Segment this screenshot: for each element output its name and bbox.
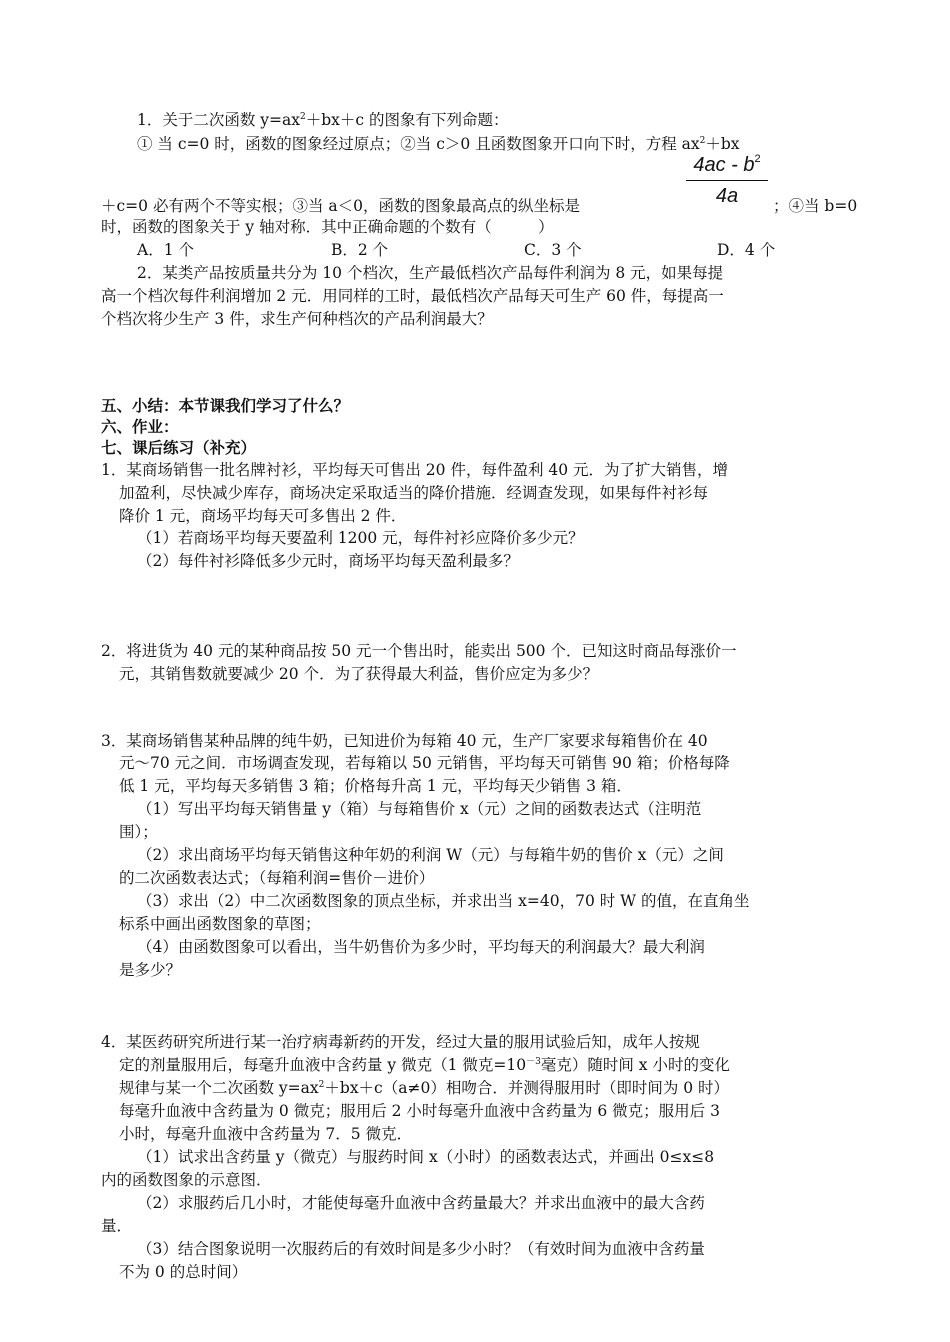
q1-option-c: C．3 个 xyxy=(524,241,582,259)
p4-line: 每毫升血液中含药量为 0 微克；服用后 2 小时每毫升血液中含药量为 6 微克；服用后 3 xyxy=(119,1102,720,1120)
p4-subquestion: 量． xyxy=(101,1217,133,1235)
p4-line: 定的剂量服用后，每毫升血液中含药量 y 微克（1 微克$=10^{-3}$毫克）随时间 x 小时的变化 xyxy=(119,1056,730,1074)
p3-line: 低 1 元，平均每天多销售 3 箱；价格每升高 1 元，平均每天少销售 3 箱． xyxy=(119,777,632,795)
q1-option-a: A．1 个 xyxy=(137,241,194,259)
heading-practice: 七、课后练习（补充） xyxy=(101,438,257,457)
fraction-bar xyxy=(686,180,768,181)
p2-line: 2．将进货为 40 元的某种商品按 50 元一个售出时，能卖出 500 个．已知这时商品每涨价一 xyxy=(101,642,737,660)
p4-subquestion: （3）结合图象说明一次服药后的有效时间是多少小时？（有效时间为血液中含药量 xyxy=(137,1240,705,1258)
q1-statement-line: ＋c=0 必有两个不等实根；③当 a＜0，函数的图象最高点的纵坐标是 xyxy=(101,197,580,215)
q1-statement-line: 时，函数的图象关于 y 轴对称．其中正确命题的个数有（ ） xyxy=(101,218,554,236)
p4-line: 小时，每毫升血液中含药量为 7．5 微克． xyxy=(119,1125,413,1143)
p4-subquestion: 不为 0 的总时间） xyxy=(119,1263,248,1281)
q2-line: 2．某类产品按质量共分为 10 个档次，生产最低档次产品每件利润为 8 元，如果每提 xyxy=(137,264,724,282)
p1-subquestion: （1）若商场平均每天要盈利 1200 元，每件衬衫应降价多少元？ xyxy=(137,529,584,547)
p1-subquestion: （2）每件衬衫降低多少元时，商场平均每天盈利最多？ xyxy=(137,552,519,570)
p3-subquestion: 的二次函数表达式；（每箱利润=售价－进价） xyxy=(119,869,435,887)
q1-option-b: B．2 个 xyxy=(331,241,389,259)
q1-stem: 1．关于二次函数 $y=ax^2+bx+c$ 的图象有下列命题： xyxy=(137,111,509,129)
p3-subquestion: （2）求出商场平均每天销售这种年奶的利润 W（元）与每箱牛奶的售价 x（元）之间 xyxy=(137,846,724,864)
p4-subquestion: 内的函数图象的示意图． xyxy=(101,1171,272,1189)
p2-line: 元，其销售数就要减少 20 个．为了获得最大利益，售价应定为多少？ xyxy=(119,665,599,683)
p3-subquestion: 是多少？ xyxy=(119,961,182,979)
p3-subquestion: （3）求出（2）中二次函数图象的顶点坐标，并求出当 x=40，70 时 W 的值，在直角坐 xyxy=(137,892,750,910)
p3-subquestion: 围）； xyxy=(119,823,158,841)
p4-subquestion: （2）求服药后几小时，才能使每毫升血液中含药量最大？并求出血液中的最大含药 xyxy=(137,1194,705,1212)
q1-option-d: D．4 个 xyxy=(717,241,776,259)
p4-subquestion: （1）试求出含药量 y（微克）与服药时间 x（小时）的函数表达式，并画出 0≤x≤8 xyxy=(137,1148,715,1166)
p1-line: 加盈利，尽快减少库存，商场决定采取适当的降价措施．经调查发现，如果每件衬衫每 xyxy=(119,484,709,502)
p4-line: 4．某医药研究所进行某一治疗病毒新药的开发，经过大量的服用试验后知，成年人按规 xyxy=(101,1033,700,1051)
heading-summary: 五、小结：本节课我们学习了什么？ xyxy=(101,396,350,415)
q2-line: 个档次将少生产 3 件，求生产何种档次的产品利润最大？ xyxy=(101,310,493,328)
p1-line: 1．某商场销售一批名牌衬衫，平均每天可售出 20 件，每件盈利 40 元．为了扩大销售，增 xyxy=(101,461,729,479)
q2-line: 高一个档次每件利润增加 2 元．用同样的工时，最低档次产品每天可生产 60 件，每提高一 xyxy=(101,287,724,305)
max-ordinate-fraction: $4ac - b^2$ 4a xyxy=(686,152,768,208)
p4-line: 规律与某一个二次函数 $y=ax^2+bx+c(a\ne 0)$相吻合．并测得服用时（即时间为 0 时） xyxy=(119,1079,730,1097)
p3-subquestion: （1）写出平均每天销售量 y（箱）与每箱售价 x（元）之间的函数表达式（注明范 xyxy=(137,800,702,818)
q1-statement-line: ；④当 b=0 xyxy=(773,197,858,215)
heading-homework: 六、作业： xyxy=(101,417,179,436)
p3-subquestion: 标系中画出函数图象的草图； xyxy=(119,915,321,933)
p3-subquestion: （4）由函数图象可以看出，当牛奶售价为多少时，平均每天的利润最大？最大利润 xyxy=(137,938,705,956)
p3-line: 元～70 元之间．市场调查发现，若每箱以 50 元销售，平均每天可销售 90 箱；价格每降 xyxy=(119,754,730,772)
q1-statement-line: ① 当 c=0 时，函数的图象经过原点；②当 c＞0 且函数图象开口向下时，方程 $ax^2+bx$ xyxy=(137,135,740,153)
p1-line: 降价 1 元，商场平均每天可多售出 2 件． xyxy=(119,507,407,525)
p3-line: 3．某商场销售某种品牌的纯牛奶，已知进价为每箱 40 元，生产厂家要求每箱售价在 40 xyxy=(101,732,708,750)
